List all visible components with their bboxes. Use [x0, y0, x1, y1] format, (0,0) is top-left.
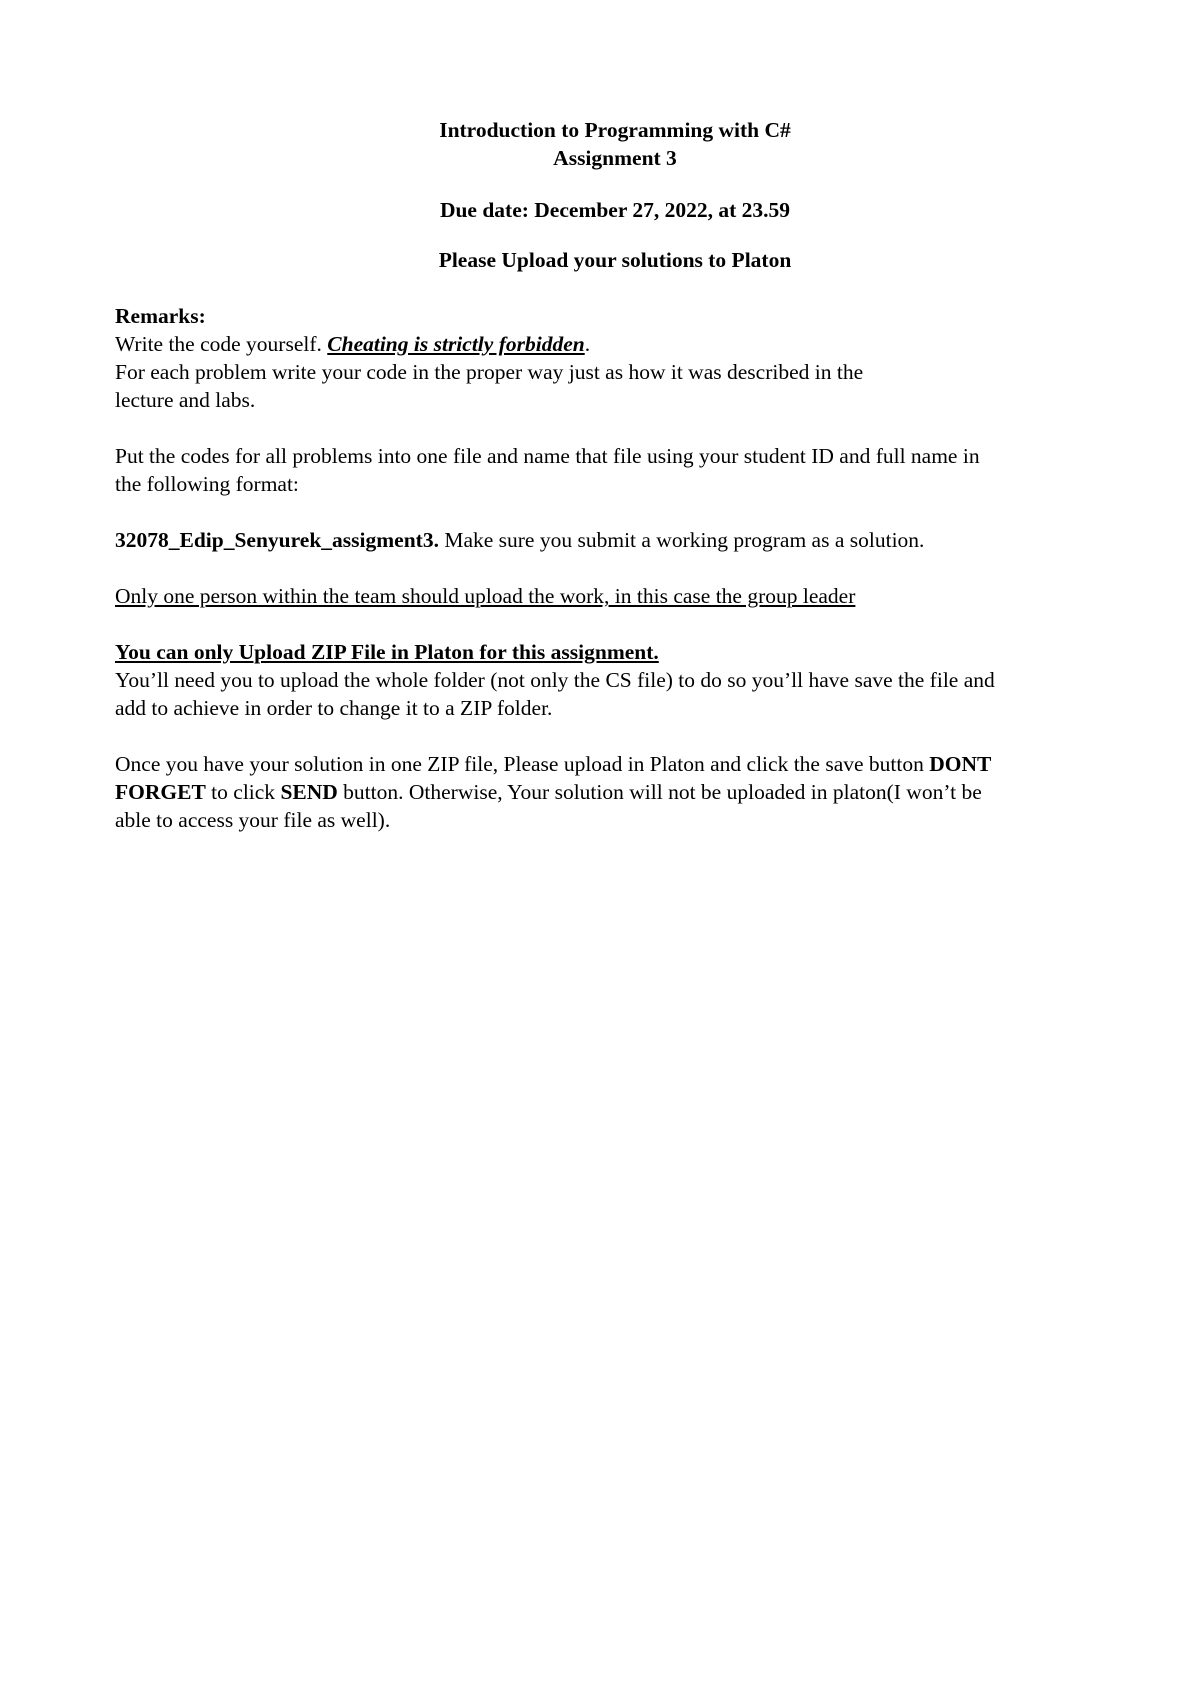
naming-instruction-1: Put the codes for all problems into one file and name that file using your student ID and full name in [115, 444, 980, 468]
document-subtitle: Assignment 3 [553, 146, 677, 170]
remarks-line-1 [115, 330, 1115, 358]
final-part-3: button. Otherwise, Your solution will not be uploaded in platon(I won’t be [337, 780, 982, 804]
remarks-line-3: lecture and labs. [115, 388, 256, 412]
team-note-section [115, 582, 1115, 610]
naming-example [115, 526, 1115, 554]
cheating-warning: Cheating is strictly forbidden [327, 332, 585, 356]
remarks-line-1-suffix: . [584, 332, 591, 356]
remarks-line-2: For each problem write your code in the proper way just as how it was described in the [115, 360, 864, 384]
naming-section [115, 442, 1115, 498]
document-title: Introduction to Programming with C# [439, 118, 791, 142]
remarks-line-1-prefix: Write the code yourself. [115, 332, 328, 356]
zip-section [115, 638, 1115, 722]
due-date: Due date: December 27, 2022, at 23.59 [439, 198, 791, 222]
zip-heading: You can only Upload ZIP File in Platon for this assignment. [115, 640, 659, 664]
final-section [115, 750, 1115, 834]
naming-example-section [115, 526, 1115, 554]
final-part-2: to click [205, 780, 281, 804]
naming-instruction-2: the following format: [115, 472, 299, 496]
remarks-heading: Remarks: [115, 304, 206, 328]
zip-line-1: You’ll need you to upload the whole folder (not only the CS file) to do so you’ll have save the file and [115, 668, 995, 692]
dont-text: DONT [929, 752, 992, 776]
document-content [115, 116, 1115, 834]
example-file-name: 32078_Edip_Senyurek_assigment3. [115, 528, 439, 552]
team-note: Only one person within the team should upload the work, in this case the group leader [115, 584, 856, 608]
upload-note: Please Upload your solutions to Platon [438, 248, 792, 272]
final-line-2 [115, 778, 1115, 806]
final-line-3: able to access your file as well). [115, 808, 391, 832]
zip-line-2: add to achieve in order to change it to a ZIP folder. [115, 696, 553, 720]
final-line-1 [115, 750, 1115, 778]
final-part-1: Once you have your solution in one ZIP file, Please upload in Platon and click the save button [115, 752, 930, 776]
example-suffix: Make sure you submit a working program as a solution. [438, 528, 925, 552]
remarks-section [115, 302, 1115, 414]
send-text: SEND [280, 780, 338, 804]
forget-text: FORGET [115, 780, 206, 804]
